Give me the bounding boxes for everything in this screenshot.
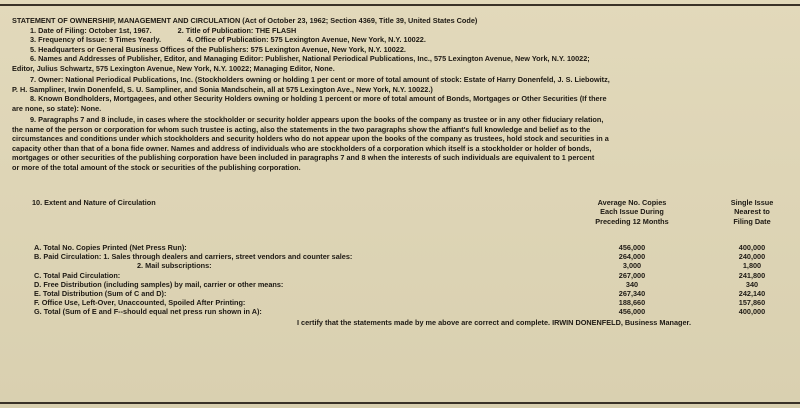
- certification-line: I certify that the statements made by me above are correct and complete. IRWIN DONENFELD, Business Manager.: [297, 318, 692, 327]
- item-9-line-4: capacity other than that of a bona fide owner. Names and address of individuals who are stockholders of a corporation which itself is a stockholder or holder of bonds,: [12, 143, 592, 153]
- row-avg-value: 188,660: [618, 298, 646, 308]
- row-single-value: 241,800: [738, 270, 766, 280]
- row-avg-value: 456,000: [618, 307, 646, 317]
- single-header-line: Filing Date: [733, 216, 771, 226]
- row-single-value: 340: [745, 279, 759, 289]
- row-label: F. Office Use, Left-Over, Unaccounted, Spoiled After Printing:: [34, 298, 246, 308]
- item-9-line-1: 9. Paragraphs 7 and 8 include, in cases where the stockholder or security holder appears upon the books of the company as trustee or in any other fiduciary relation,: [30, 115, 604, 124]
- item-9-line-5: mortgages or other securities of the publishing corporation have been included in paragraphs 7 and 8 when the interests of such individuals are equivalent to 1 percent: [12, 153, 595, 162]
- circulation-title: 10. Extent and Nature of Circulation: [32, 198, 156, 207]
- item-9-line-6: or more of the total amount of the stock or securities of the publishing corporation.: [12, 162, 301, 172]
- row-label: B. Paid Circulation: 1. Sales through dealers and carriers, street vendors and counter sales:: [34, 252, 353, 262]
- item-9-line-3: circumstances and conditions under which stockholders and security holders who do not appear upon the books of the company as trustees, hold stock and securities in a: [12, 134, 609, 143]
- items-1-2: [12, 26, 788, 36]
- circulation-rows: [12, 243, 788, 317]
- circulation-row: [12, 289, 788, 298]
- row-avg-value: 456,000: [618, 243, 646, 252]
- row-single-value: 1,800: [742, 261, 762, 271]
- row-label: A. Total No. Copies Printed (Net Press Run):: [34, 243, 187, 252]
- item-8-line-2: are none, so state): None.: [12, 103, 102, 113]
- statement-body: [12, 16, 788, 172]
- single-header-line: Single Issue: [730, 198, 774, 207]
- single-header-line: Nearest to: [734, 207, 770, 217]
- circulation-row: [12, 252, 788, 261]
- item-7-line-2: P. H. Sampliner, Irwin Donenfeld, S. U. Sampliner, and Sonia Mandschein, all at 575 Lexington Ave., New York, N.Y. 10022.): [12, 84, 433, 94]
- statement-heading: [12, 16, 788, 26]
- bottom-rule: [0, 402, 800, 404]
- row-single-value: 400,000: [738, 307, 766, 317]
- avg-header-line: Preceding 12 Months: [595, 216, 669, 226]
- circulation-row: [12, 261, 788, 270]
- row-single-value: 400,000: [738, 243, 766, 252]
- row-avg-value: 264,000: [618, 252, 646, 262]
- item-1: 1. Date of Filing: October 1st, 1967.: [30, 25, 152, 35]
- item-5: 5. Headquarters or General Business Offices of the Publishers: 575 Lexington Avenue, New York, N.Y. 10022.: [30, 44, 406, 54]
- row-avg-value: 267,340: [618, 288, 646, 298]
- item-4: 4. Office of Publication: 575 Lexington Avenue, New York, N.Y. 10022.: [187, 35, 426, 44]
- row-label: G. Total (Sum of E and F--should equal net press run shown in A):: [34, 307, 262, 317]
- statement-title: STATEMENT OF OWNERSHIP, MANAGEMENT AND CIRCULATION: [12, 16, 241, 25]
- item-9-line-2: the name of the person or corporation for whom such trustee is acting, also the statements in the two paragraphs show the affiant's full knowledge and belief as to the: [12, 124, 591, 134]
- item-6-line-1: 6. Names and Addresses of Publisher, Editor, and Managing Editor: Publisher, National Periodical Publications, Inc., 575 Lexington Avenue, New York, N.Y. 10022;: [30, 54, 590, 63]
- item-6-line-2: Editor, Julius Schwartz, 575 Lexington Avenue, New York, N.Y. 10022; Managing Editor, None.: [12, 63, 335, 73]
- row-label: C. Total Paid Circulation:: [34, 270, 121, 280]
- row-avg-value: 267,000: [618, 270, 646, 280]
- circulation-row: [12, 298, 788, 307]
- row-label: 2. Mail subscriptions:: [137, 261, 212, 271]
- item-3: 3. Frequency of Issue: 9 Times Yearly.: [30, 35, 162, 44]
- row-label: D. Free Distribution (including samples) by mail, carrier or other means:: [34, 279, 284, 289]
- row-avg-value: 3,000: [622, 261, 642, 271]
- avg-header-line: Average No. Copies: [597, 198, 667, 207]
- items-3-4: [12, 35, 788, 45]
- row-single-value: 242,140: [738, 288, 766, 298]
- circulation-row: [12, 271, 788, 280]
- row-avg-value: 340: [625, 279, 639, 289]
- row-single-value: 157,860: [738, 298, 766, 308]
- circulation-row: [12, 280, 788, 289]
- avg-header-line: Each Issue During: [600, 207, 664, 217]
- item-2: 2. Title of Publication: THE FLASH: [177, 25, 297, 35]
- row-single-value: 240,000: [738, 252, 766, 262]
- row-label: E. Total Distribution (Sum of C and D):: [34, 288, 167, 298]
- item-7-line-1: 7. Owner: National Periodical Publications, Inc. (Stockholders owning or holding 1 per cent or more of total amount of stock: Estate of Harry Donenfeld, J. S. Liebowitz,: [30, 75, 610, 84]
- statement-act: (Act of October 23, 1962; Section 4369, Title 39, United States Code): [242, 16, 478, 25]
- circulation-row: [12, 243, 788, 252]
- circulation-row: [12, 307, 788, 316]
- single-issue-header: [712, 198, 792, 226]
- top-rule: [0, 4, 800, 6]
- item-8-line-1: 8. Known Bondholders, Mortgagees, and other Security Holders owning or holding 1 percent or more of total amount of Bonds, Mortgages or Other Securities (If there: [30, 94, 607, 103]
- avg-copies-header: [582, 198, 682, 226]
